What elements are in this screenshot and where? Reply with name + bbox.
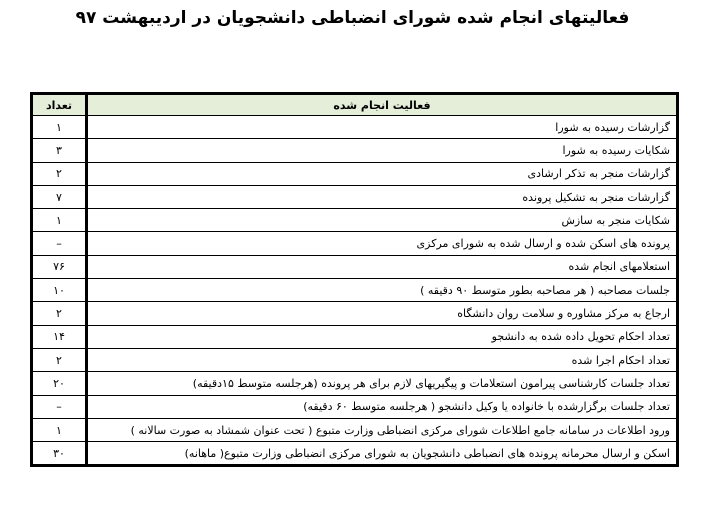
table-row xyxy=(32,279,678,302)
table-row xyxy=(32,255,678,278)
page-title: فعالیتهای انجام شده شورای انضباطی دانشجویان در اردیبهشت ۹۷ xyxy=(75,8,630,28)
header-activity: فعالیت انجام شده xyxy=(87,94,678,116)
table-row xyxy=(32,232,678,255)
activity-cell: ورود اطلاعات در سامانه جامع اطلاعات شورای مرکزی انضباطی وزارت متبوع ( تحت عنوان شمشاد به صورت سالانه ) xyxy=(87,418,678,441)
activity-cell: شکایات منجر به سازش xyxy=(87,209,678,232)
count-cell: ۲ xyxy=(32,348,87,371)
activity-cell: ارجاع به مرکز مشاوره و سلامت روان دانشگاه xyxy=(87,302,678,325)
count-cell: ۱ xyxy=(32,116,87,139)
activity-cell: جلسات مصاحبه ( هر مصاحبه بطور متوسط ۹۰ دقیقه ) xyxy=(87,279,678,302)
count-cell: ۱ xyxy=(32,209,87,232)
count-cell: ۱۴ xyxy=(32,325,87,348)
header-count: تعداد xyxy=(32,94,87,116)
count-cell: ۲ xyxy=(32,162,87,185)
activity-cell: استعلامهای انجام شده xyxy=(87,255,678,278)
table-row xyxy=(32,325,678,348)
table-row xyxy=(32,162,678,185)
table-row xyxy=(32,139,678,162)
table-row xyxy=(32,302,678,325)
activity-cell: تعداد احکام تحویل داده شده به دانشجو xyxy=(87,325,678,348)
count-cell: ۷۶ xyxy=(32,255,87,278)
activities-table xyxy=(30,92,679,467)
table-row xyxy=(32,395,678,418)
count-cell: ۳ xyxy=(32,139,87,162)
activity-cell: گزارشات منجر به تشکیل پرونده xyxy=(87,185,678,208)
count-cell: ۳۰ xyxy=(32,442,87,466)
count-cell: ۲ xyxy=(32,302,87,325)
table-row xyxy=(32,348,678,371)
activity-cell: اسکن و ارسال محرمانه پرونده های انضباطی دانشجویان به شورای مرکزی انضباطی وزارت متبوع( ماهانه) xyxy=(87,442,678,466)
activity-cell: گزارشات رسیده به شورا xyxy=(87,116,678,139)
activity-cell: پرونده های اسکن شده و ارسال شده به شورای مرکزی xyxy=(87,232,678,255)
count-cell: ۷ xyxy=(32,185,87,208)
table-row xyxy=(32,442,678,466)
count-cell: ۱ xyxy=(32,418,87,441)
count-cell: – xyxy=(32,232,87,255)
table-row xyxy=(32,185,678,208)
activity-cell: شکایات رسیده به شورا xyxy=(87,139,678,162)
table-row xyxy=(32,116,678,139)
count-cell: ۲۰ xyxy=(32,372,87,395)
table-header-row xyxy=(32,94,678,116)
activity-cell: گزارشات منجر به تذکر ارشادی xyxy=(87,162,678,185)
activity-cell: تعداد احکام اجرا شده xyxy=(87,348,678,371)
activity-cell: تعداد جلسات کارشناسی پیرامون استعلامات و پیگیریهای لازم برای هر پرونده (هرجلسه متوسط ۱۵دقیقه) xyxy=(87,372,678,395)
table-row xyxy=(32,209,678,232)
count-cell: ۱۰ xyxy=(32,279,87,302)
activity-cell: تعداد جلسات برگزارشده با خانواده یا وکیل دانشجو ( هرجلسه متوسط ۶۰ دقیقه) xyxy=(87,395,678,418)
table-row xyxy=(32,418,678,441)
count-cell: – xyxy=(32,395,87,418)
table-row xyxy=(32,372,678,395)
